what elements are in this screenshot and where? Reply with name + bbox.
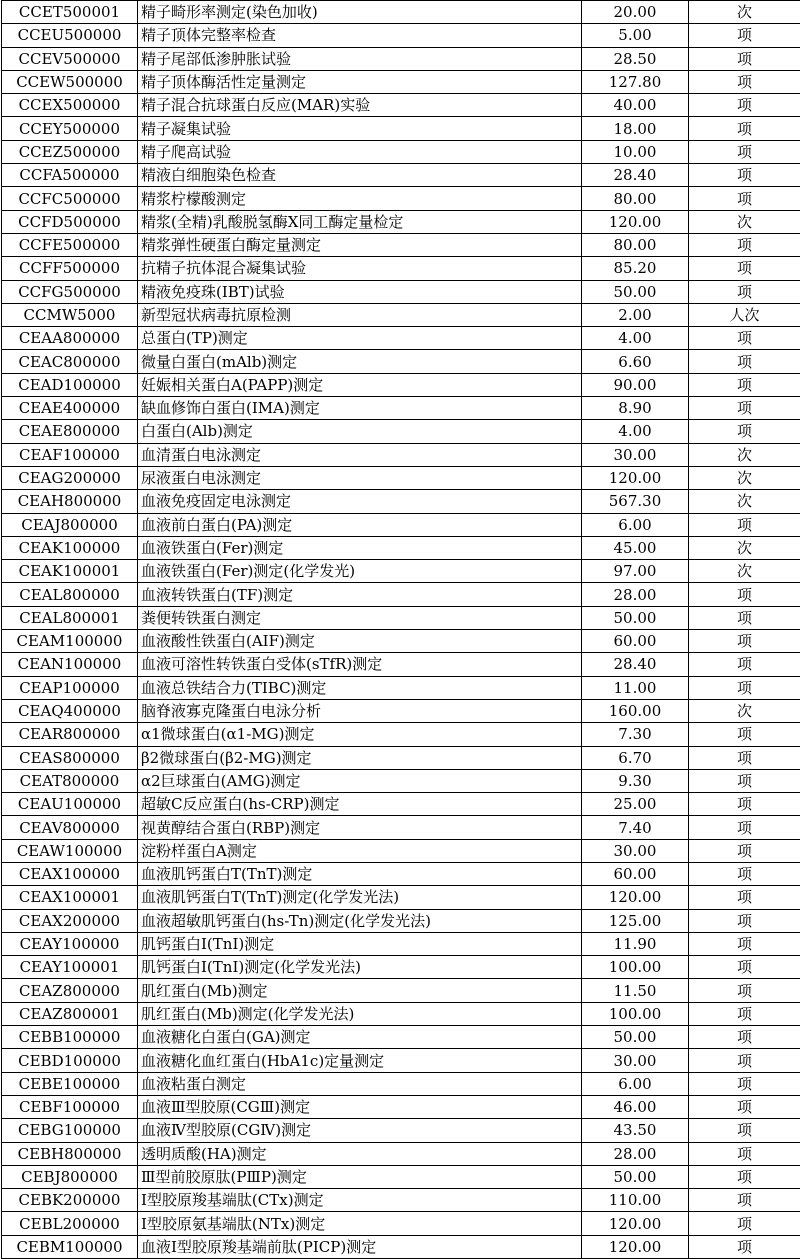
item-name-cell: 血液Ⅰ型胶原羧基端前肽(PICP)测定 [138, 1235, 582, 1258]
item-price-cell: 11.00 [582, 676, 689, 699]
item-name-cell: 血液免疫固定电泳测定 [138, 490, 582, 513]
item-name-cell: 血液铁蛋白(Fer)测定(化学发光) [138, 560, 582, 583]
item-unit-cell: 次 [689, 1, 800, 24]
item-price-cell: 20.00 [582, 1, 689, 24]
item-name-cell: 精子尾部低渗肿胀试验 [138, 47, 582, 70]
table-row [2, 1049, 800, 1072]
table-row [2, 397, 800, 420]
item-name-cell: 精液免疫珠(IBT)试验 [138, 280, 582, 303]
item-price-cell: 160.00 [582, 699, 689, 722]
item-price-cell: 28.40 [582, 653, 689, 676]
table-row [2, 1189, 800, 1212]
item-code-cell: CEAC800000 [2, 350, 138, 373]
table-row [2, 210, 800, 233]
item-code-cell: CCEU500000 [2, 24, 138, 47]
table-row [2, 233, 800, 256]
item-code-cell: CCFE500000 [2, 233, 138, 256]
table-row [2, 1002, 800, 1025]
table-row [2, 513, 800, 536]
item-code-cell: CEAY100000 [2, 932, 138, 955]
table-row [2, 862, 800, 885]
table-row [2, 839, 800, 862]
item-code-cell: CCFC500000 [2, 187, 138, 210]
item-code-cell: CEAJ800000 [2, 513, 138, 536]
item-name-cell: 血液肌钙蛋白T(TnT)测定 [138, 862, 582, 885]
item-price-cell: 43.50 [582, 1119, 689, 1142]
item-name-cell: Ⅰ型胶原氨基端肽(NTx)测定 [138, 1212, 582, 1235]
item-code-cell: CCEZ500000 [2, 140, 138, 163]
item-name-cell: 精浆(全精)乳酸脱氢酶X同工酶定量检定 [138, 210, 582, 233]
item-unit-cell: 项 [689, 979, 800, 1002]
table-row [2, 1026, 800, 1049]
table-row [2, 746, 800, 769]
item-unit-cell: 项 [689, 1072, 800, 1095]
item-unit-cell: 项 [689, 257, 800, 280]
item-name-cell: 精子畸形率测定(染色加收) [138, 1, 582, 24]
item-unit-cell: 项 [689, 420, 800, 443]
item-unit-cell: 项 [689, 909, 800, 932]
item-price-cell: 11.90 [582, 932, 689, 955]
item-price-cell: 85.20 [582, 257, 689, 280]
item-code-cell: CEAP100000 [2, 676, 138, 699]
table-row [2, 420, 800, 443]
item-price-cell: 28.00 [582, 583, 689, 606]
item-code-cell: CEAL800000 [2, 583, 138, 606]
table-row [2, 164, 800, 187]
item-unit-cell: 项 [689, 862, 800, 885]
item-price-cell: 80.00 [582, 233, 689, 256]
item-name-cell: 精子凝集试验 [138, 117, 582, 140]
item-code-cell: CCFG500000 [2, 280, 138, 303]
item-unit-cell: 项 [689, 350, 800, 373]
item-code-cell: CEAW100000 [2, 839, 138, 862]
item-code-cell: CEAT800000 [2, 769, 138, 792]
table-row [2, 536, 800, 559]
table-row [2, 1119, 800, 1142]
item-code-cell: CEBK200000 [2, 1189, 138, 1212]
item-unit-cell: 项 [689, 1095, 800, 1118]
item-code-cell: CCEW500000 [2, 70, 138, 93]
item-name-cell: 血液总铁结合力(TIBC)测定 [138, 676, 582, 699]
item-price-cell: 90.00 [582, 373, 689, 396]
item-price-cell: 46.00 [582, 1095, 689, 1118]
item-name-cell: α2巨球蛋白(AMG)测定 [138, 769, 582, 792]
item-price-cell: 2.00 [582, 303, 689, 326]
item-name-cell: 精液白细胞染色检查 [138, 164, 582, 187]
item-unit-cell: 项 [689, 280, 800, 303]
item-name-cell: 血液粘蛋白测定 [138, 1072, 582, 1095]
item-code-cell: CEAX200000 [2, 909, 138, 932]
item-unit-cell: 项 [689, 1189, 800, 1212]
item-price-cell: 125.00 [582, 909, 689, 932]
item-code-cell: CEAV800000 [2, 816, 138, 839]
item-name-cell: 缺血修饰白蛋白(IMA)测定 [138, 397, 582, 420]
item-code-cell: CCMW5000 [2, 303, 138, 326]
item-name-cell: 总蛋白(TP)测定 [138, 327, 582, 350]
table-row [2, 70, 800, 93]
item-name-cell: 血清蛋白电泳测定 [138, 443, 582, 466]
item-unit-cell: 项 [689, 513, 800, 536]
item-price-cell: 28.00 [582, 1142, 689, 1165]
item-price-cell: 11.50 [582, 979, 689, 1002]
item-code-cell: CEAF100000 [2, 443, 138, 466]
table-row [2, 1212, 800, 1235]
table-row [2, 979, 800, 1002]
item-unit-cell: 项 [689, 94, 800, 117]
item-code-cell: CEAE400000 [2, 397, 138, 420]
item-unit-cell: 项 [689, 1142, 800, 1165]
table-row [2, 653, 800, 676]
item-unit-cell: 项 [689, 47, 800, 70]
item-code-cell: CEAZ800001 [2, 1002, 138, 1025]
item-price-cell: 6.70 [582, 746, 689, 769]
item-code-cell: CEAN100000 [2, 653, 138, 676]
item-code-cell: CEBE100000 [2, 1072, 138, 1095]
item-code-cell: CEBB100000 [2, 1026, 138, 1049]
item-unit-cell: 项 [689, 769, 800, 792]
item-unit-cell: 项 [689, 1026, 800, 1049]
table-row [2, 373, 800, 396]
item-unit-cell: 项 [689, 653, 800, 676]
item-unit-cell: 项 [689, 886, 800, 909]
item-name-cell: β2微球蛋白(β2-MG)测定 [138, 746, 582, 769]
item-name-cell: Ⅲ型前胶原肽(PⅢP)测定 [138, 1165, 582, 1188]
item-code-cell: CEAK100000 [2, 536, 138, 559]
item-name-cell: 淀粉样蛋白A测定 [138, 839, 582, 862]
item-unit-cell: 项 [689, 397, 800, 420]
table-row [2, 187, 800, 210]
item-price-cell: 50.00 [582, 606, 689, 629]
item-unit-cell: 项 [689, 1165, 800, 1188]
item-price-cell: 7.30 [582, 723, 689, 746]
item-name-cell: 血液酸性铁蛋白(AIF)测定 [138, 630, 582, 653]
item-price-cell: 97.00 [582, 560, 689, 583]
item-unit-cell: 次 [689, 490, 800, 513]
item-code-cell: CEBG100000 [2, 1119, 138, 1142]
item-name-cell: 血液铁蛋白(Fer)测定 [138, 536, 582, 559]
item-name-cell: 微量白蛋白(mAlb)测定 [138, 350, 582, 373]
item-unit-cell: 项 [689, 187, 800, 210]
item-code-cell: CEAK100001 [2, 560, 138, 583]
item-name-cell: 血液转铁蛋白(TF)测定 [138, 583, 582, 606]
table-row [2, 723, 800, 746]
item-name-cell: 血液Ⅳ型胶原(CGⅣ)测定 [138, 1119, 582, 1142]
item-unit-cell: 次 [689, 466, 800, 489]
item-unit-cell: 项 [689, 630, 800, 653]
item-unit-cell: 项 [689, 1212, 800, 1235]
item-price-cell: 10.00 [582, 140, 689, 163]
item-price-cell: 127.80 [582, 70, 689, 93]
item-unit-cell: 项 [689, 606, 800, 629]
item-price-cell: 6.00 [582, 513, 689, 536]
item-price-cell: 60.00 [582, 630, 689, 653]
item-code-cell: CEBF100000 [2, 1095, 138, 1118]
item-unit-cell: 次 [689, 443, 800, 466]
item-code-cell: CEAE800000 [2, 420, 138, 443]
item-price-cell: 50.00 [582, 1026, 689, 1049]
item-unit-cell: 人次 [689, 303, 800, 326]
item-code-cell: CEAY100001 [2, 956, 138, 979]
item-name-cell: 妊娠相关蛋白A(PAPP)测定 [138, 373, 582, 396]
item-price-cell: 120.00 [582, 886, 689, 909]
item-name-cell: 精浆柠檬酸测定 [138, 187, 582, 210]
item-name-cell: 血液可溶性转铁蛋白受体(sTfR)测定 [138, 653, 582, 676]
item-code-cell: CEBJ800000 [2, 1165, 138, 1188]
item-unit-cell: 项 [689, 327, 800, 350]
item-price-cell: 45.00 [582, 536, 689, 559]
item-name-cell: 脑脊液寡克隆蛋白电泳分析 [138, 699, 582, 722]
item-name-cell: 血液糖化白蛋白(GA)测定 [138, 1026, 582, 1049]
item-unit-cell: 项 [689, 70, 800, 93]
item-unit-cell: 项 [689, 1049, 800, 1072]
item-code-cell: CEAQ400000 [2, 699, 138, 722]
item-unit-cell: 项 [689, 723, 800, 746]
item-price-cell: 60.00 [582, 862, 689, 885]
item-name-cell: 精子顶体酶活性定量测定 [138, 70, 582, 93]
item-unit-cell: 次 [689, 699, 800, 722]
item-price-cell: 7.40 [582, 816, 689, 839]
item-unit-cell: 项 [689, 1235, 800, 1258]
item-price-cell: 100.00 [582, 1002, 689, 1025]
item-name-cell: 精子顶体完整率检查 [138, 24, 582, 47]
item-name-cell: 血液肌钙蛋白T(TnT)测定(化学发光法) [138, 886, 582, 909]
table-row [2, 1072, 800, 1095]
item-price-cell: 6.00 [582, 1072, 689, 1095]
table-row [2, 816, 800, 839]
item-name-cell: 肌钙蛋白Ⅰ(TnI)测定 [138, 932, 582, 955]
item-price-cell: 40.00 [582, 94, 689, 117]
item-code-cell: CEAD100000 [2, 373, 138, 396]
item-price-cell: 9.30 [582, 769, 689, 792]
table-row [2, 793, 800, 816]
item-code-cell: CCET500001 [2, 1, 138, 24]
item-code-cell: CEAZ800000 [2, 979, 138, 1002]
item-name-cell: 精子混合抗球蛋白反应(MAR)实验 [138, 94, 582, 117]
item-price-cell: 30.00 [582, 1049, 689, 1072]
table-row [2, 1142, 800, 1165]
table-row [2, 956, 800, 979]
item-unit-cell: 项 [689, 746, 800, 769]
item-price-cell: 120.00 [582, 1212, 689, 1235]
item-unit-cell: 项 [689, 956, 800, 979]
item-price-cell: 4.00 [582, 327, 689, 350]
item-unit-cell: 项 [689, 117, 800, 140]
item-code-cell: CCEX500000 [2, 94, 138, 117]
table-row [2, 699, 800, 722]
item-name-cell: 抗精子抗体混合凝集试验 [138, 257, 582, 280]
item-unit-cell: 项 [689, 24, 800, 47]
table-row [2, 140, 800, 163]
table-row [2, 583, 800, 606]
item-price-cell: 25.00 [582, 793, 689, 816]
item-name-cell: 粪便转铁蛋白测定 [138, 606, 582, 629]
table-row [2, 94, 800, 117]
table-row [2, 769, 800, 792]
item-price-cell: 8.90 [582, 397, 689, 420]
item-name-cell: α1微球蛋白(α1-MG)测定 [138, 723, 582, 746]
item-code-cell: CEAU100000 [2, 793, 138, 816]
table-row [2, 257, 800, 280]
item-code-cell: CEBM100000 [2, 1235, 138, 1258]
item-code-cell: CEAG200000 [2, 466, 138, 489]
table-row [2, 443, 800, 466]
table-row [2, 350, 800, 373]
table-row [2, 606, 800, 629]
item-unit-cell: 项 [689, 373, 800, 396]
item-name-cell: 精子爬高试验 [138, 140, 582, 163]
item-name-cell: 视黄醇结合蛋白(RBP)测定 [138, 816, 582, 839]
item-price-cell: 120.00 [582, 210, 689, 233]
table-row [2, 117, 800, 140]
item-price-cell: 50.00 [582, 1165, 689, 1188]
item-name-cell: Ⅰ型胶原羧基端肽(CTx)测定 [138, 1189, 582, 1212]
table-row [2, 630, 800, 653]
item-unit-cell: 项 [689, 583, 800, 606]
item-code-cell: CEAX100000 [2, 862, 138, 885]
item-code-cell: CEAH800000 [2, 490, 138, 513]
item-price-cell: 4.00 [582, 420, 689, 443]
item-unit-cell: 项 [689, 839, 800, 862]
item-price-cell: 5.00 [582, 24, 689, 47]
item-name-cell: 新型冠状病毒抗原检测 [138, 303, 582, 326]
table-row [2, 676, 800, 699]
item-unit-cell: 项 [689, 1119, 800, 1142]
item-code-cell: CEAR800000 [2, 723, 138, 746]
item-code-cell: CEBD100000 [2, 1049, 138, 1072]
item-name-cell: 血液糖化血红蛋白(HbA1c)定量测定 [138, 1049, 582, 1072]
table-row [2, 932, 800, 955]
item-unit-cell: 项 [689, 140, 800, 163]
item-name-cell: 精浆弹性硬蛋白酶定量测定 [138, 233, 582, 256]
item-code-cell: CEBL200000 [2, 1212, 138, 1235]
item-unit-cell: 项 [689, 1002, 800, 1025]
item-code-cell: CEAA800000 [2, 327, 138, 350]
item-name-cell: 超敏C反应蛋白(hs-CRP)测定 [138, 793, 582, 816]
table-row [2, 47, 800, 70]
table-row [2, 1235, 800, 1258]
item-code-cell: CEAS800000 [2, 746, 138, 769]
item-unit-cell: 次 [689, 536, 800, 559]
item-name-cell: 白蛋白(Alb)测定 [138, 420, 582, 443]
item-code-cell: CCFF500000 [2, 257, 138, 280]
item-unit-cell: 次 [689, 210, 800, 233]
item-unit-cell: 项 [689, 676, 800, 699]
item-code-cell: CCFA500000 [2, 164, 138, 187]
item-unit-cell: 项 [689, 233, 800, 256]
table-row [2, 909, 800, 932]
item-name-cell: 肌红蛋白(Mb)测定(化学发光法) [138, 1002, 582, 1025]
item-code-cell: CEAL800001 [2, 606, 138, 629]
price-table [1, 0, 800, 1259]
item-unit-cell: 项 [689, 816, 800, 839]
table-row [2, 1165, 800, 1188]
item-price-cell: 100.00 [582, 956, 689, 979]
item-code-cell: CCEV500000 [2, 47, 138, 70]
item-name-cell: 血液Ⅲ型胶原(CGⅢ)测定 [138, 1095, 582, 1118]
table-row [2, 560, 800, 583]
item-price-cell: 30.00 [582, 839, 689, 862]
item-name-cell: 尿液蛋白电泳测定 [138, 466, 582, 489]
table-row [2, 490, 800, 513]
item-price-cell: 28.50 [582, 47, 689, 70]
item-price-cell: 50.00 [582, 280, 689, 303]
item-name-cell: 血液超敏肌钙蛋白(hs-Tn)测定(化学发光法) [138, 909, 582, 932]
item-price-cell: 18.00 [582, 117, 689, 140]
item-unit-cell: 次 [689, 560, 800, 583]
item-name-cell: 肌钙蛋白Ⅰ(TnI)测定(化学发光法) [138, 956, 582, 979]
item-code-cell: CEBH800000 [2, 1142, 138, 1165]
item-unit-cell: 项 [689, 932, 800, 955]
table-row [2, 327, 800, 350]
item-price-cell: 28.40 [582, 164, 689, 187]
item-name-cell: 血液前白蛋白(PA)测定 [138, 513, 582, 536]
table-row [2, 24, 800, 47]
price-table-body [2, 1, 800, 1259]
item-code-cell: CEAX100001 [2, 886, 138, 909]
item-price-cell: 110.00 [582, 1189, 689, 1212]
item-code-cell: CCFD500000 [2, 210, 138, 233]
table-row [2, 1095, 800, 1118]
item-price-cell: 120.00 [582, 466, 689, 489]
item-price-cell: 120.00 [582, 1235, 689, 1258]
item-price-cell: 6.60 [582, 350, 689, 373]
item-price-cell: 30.00 [582, 443, 689, 466]
item-name-cell: 肌红蛋白(Mb)测定 [138, 979, 582, 1002]
table-row [2, 280, 800, 303]
item-price-cell: 80.00 [582, 187, 689, 210]
item-unit-cell: 项 [689, 164, 800, 187]
item-code-cell: CEAM100000 [2, 630, 138, 653]
item-code-cell: CCEY500000 [2, 117, 138, 140]
table-row [2, 1, 800, 24]
table-row [2, 466, 800, 489]
table-row [2, 303, 800, 326]
item-price-cell: 567.30 [582, 490, 689, 513]
table-row [2, 886, 800, 909]
item-name-cell: 透明质酸(HA)测定 [138, 1142, 582, 1165]
item-unit-cell: 项 [689, 793, 800, 816]
